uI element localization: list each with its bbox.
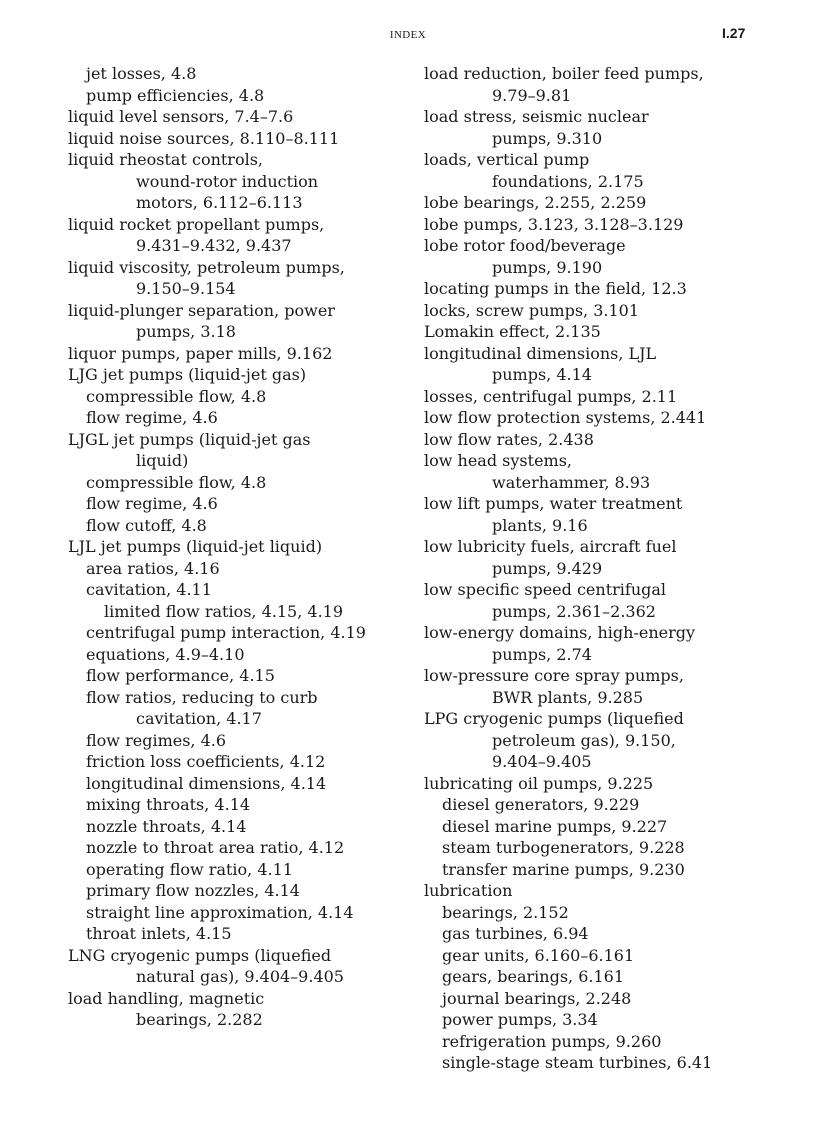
index-entry: Lomakin effect, 2.135 xyxy=(424,322,601,341)
index-subentry: flow regime, 4.6 xyxy=(86,408,218,427)
index-entry-continuation: pumps, 3.18 xyxy=(136,322,236,341)
index-subentry: limited flow ratios, 4.15, 4.19 xyxy=(104,601,344,621)
index-entry-continuation: BWR plants, 9.285 xyxy=(492,687,644,707)
index-subentry: jet losses, 4.8 xyxy=(86,64,197,83)
index-subentry: equations, 4.9–4.10 xyxy=(86,644,245,664)
index-entry: lubrication xyxy=(424,881,513,900)
index-subentry: gas turbines, 6.94 xyxy=(442,924,589,943)
index-entry-continuation: 9.79–9.81 xyxy=(492,85,572,105)
index-subentry: nozzle throats, 4.14 xyxy=(86,816,247,836)
index-subentry: single-stage steam turbines, 6.41 xyxy=(442,1053,713,1072)
index-entry: LJGL jet pumps (liquid-jet gas xyxy=(68,429,311,449)
index-subentry: steam turbogenerators, 9.228 xyxy=(442,838,685,857)
index-subentry: compressible flow, 4.8 xyxy=(86,386,267,406)
index-entry: liquor pumps, paper mills, 9.162 xyxy=(68,343,333,363)
index-subentry: throat inlets, 4.15 xyxy=(86,924,232,943)
index-entry: LJG jet pumps (liquid-jet gas) xyxy=(68,365,307,384)
index-entry: lobe rotor food/beverage xyxy=(424,236,626,255)
index-entry: liquid noise sources, 8.110–8.111 xyxy=(68,128,340,148)
index-subentry: flow performance, 4.15 xyxy=(86,666,275,685)
index-entry: lobe pumps, 3.123, 3.128–3.129 xyxy=(424,214,684,234)
index-column-right xyxy=(424,63,754,1074)
index-entry-continuation: pumps, 9.429 xyxy=(492,558,603,578)
index-subentry: diesel generators, 9.229 xyxy=(442,795,640,814)
index-entry: low head systems, xyxy=(424,451,572,470)
index-entry: low-energy domains, high-energy xyxy=(424,623,696,642)
index-entry: liquid viscosity, petroleum pumps, xyxy=(68,257,345,277)
index-entry: longitudinal dimensions, LJL xyxy=(424,343,657,363)
index-entry-continuation: 9.404–9.405 xyxy=(492,752,592,771)
index-entry-continuation: pumps, 4.14 xyxy=(492,365,592,384)
index-entry: load reduction, boiler feed pumps, xyxy=(424,64,704,83)
index-subentry: cavitation, 4.11 xyxy=(86,580,212,599)
index-entry-continuation: natural gas), 9.404–9.405 xyxy=(136,967,344,986)
index-entry: locating pumps in the field, 12.3 xyxy=(424,279,687,298)
index-subentry: operating flow ratio, 4.11 xyxy=(86,859,293,879)
index-entry: low specific speed centrifugal xyxy=(424,580,667,599)
index-entry: liquid level sensors, 7.4–7.6 xyxy=(68,107,294,126)
index-entry: load handling, magnetic xyxy=(68,988,265,1008)
running-header: INDEX xyxy=(389,29,427,41)
index-subentry: mixing throats, 4.14 xyxy=(86,795,251,814)
index-entry: liquid rocket propellant pumps, xyxy=(68,214,325,234)
index-subentry: centrifugal pump interaction, 4.19 xyxy=(86,623,366,642)
index-entry: low lift pumps, water treatment xyxy=(424,494,683,513)
index-entry-continuation: bearings, 2.282 xyxy=(136,1010,263,1029)
index-entry: liquid rheostat controls, xyxy=(68,150,263,169)
index-entry-continuation: 9.431–9.432, 9.437 xyxy=(136,236,292,255)
index-entry: lubricating oil pumps, 9.225 xyxy=(424,773,654,793)
index-subentry: compressible flow, 4.8 xyxy=(86,472,267,492)
index-entry-continuation: wound-rotor induction xyxy=(136,171,319,191)
index-subentry: flow ratios, reducing to curb xyxy=(86,687,318,707)
index-entry-continuation: cavitation, 4.17 xyxy=(136,709,262,728)
index-subentry: flow cutoff, 4.8 xyxy=(86,515,207,535)
index-subentry: friction loss coefficients, 4.12 xyxy=(86,752,326,771)
index-entry: loads, vertical pump xyxy=(424,150,590,169)
index-entry: lobe bearings, 2.255, 2.259 xyxy=(424,193,647,212)
index-entry: LPG cryogenic pumps (liquefied xyxy=(424,709,684,728)
index-subentry: flow regime, 4.6 xyxy=(86,494,218,513)
index-subentry: primary flow nozzles, 4.14 xyxy=(86,881,300,900)
index-subentry: nozzle to throat area ratio, 4.12 xyxy=(86,838,345,857)
index-entry-continuation: pumps, 9.190 xyxy=(492,257,603,277)
index-subentry: refrigeration pumps, 9.260 xyxy=(442,1031,662,1051)
index-entry-continuation: pumps, 2.361–2.362 xyxy=(492,601,656,621)
index-subentry: straight line approximation, 4.14 xyxy=(86,902,354,922)
index-entry: low flow rates, 2.438 xyxy=(424,429,594,449)
index-subentry: diesel marine pumps, 9.227 xyxy=(442,816,668,836)
index-entry: losses, centrifugal pumps, 2.11 xyxy=(424,386,678,406)
index-entry: low-pressure core spray pumps, xyxy=(424,666,684,685)
index-entry-continuation: motors, 6.112–6.113 xyxy=(136,193,303,212)
index-subentry: area ratios, 4.16 xyxy=(86,558,220,578)
index-entry-continuation: pumps, 2.74 xyxy=(492,644,592,664)
index-entry: load stress, seismic nuclear xyxy=(424,107,649,126)
index-subentry: journal bearings, 2.248 xyxy=(442,988,632,1008)
index-entry: locks, screw pumps, 3.101 xyxy=(424,300,640,320)
index-subentry: longitudinal dimensions, 4.14 xyxy=(86,773,327,793)
index-subentry: gear units, 6.160–6.161 xyxy=(442,945,635,965)
index-column-left xyxy=(68,63,408,1031)
index-entry: low flow protection systems, 2.441 xyxy=(424,408,707,427)
index-entry: low lubricity fuels, aircraft fuel xyxy=(424,537,677,556)
index-entry-continuation: waterhammer, 8.93 xyxy=(492,472,651,492)
index-entry-continuation: foundations, 2.175 xyxy=(492,171,644,191)
index-entry: liquid-plunger separation, power xyxy=(68,300,335,320)
index-entry-continuation: 9.150–9.154 xyxy=(136,279,236,298)
index-entry: LJL jet pumps (liquid-jet liquid) xyxy=(68,537,323,556)
page-number: I.27 xyxy=(722,25,746,41)
index-entry-continuation: liquid) xyxy=(136,451,189,470)
index-subentry: flow regimes, 4.6 xyxy=(86,730,227,750)
index-entry: LNG cryogenic pumps (liquefied xyxy=(68,945,332,965)
index-subentry: bearings, 2.152 xyxy=(442,902,569,922)
index-subentry: transfer marine pumps, 9.230 xyxy=(442,859,685,879)
index-subentry: pump efficiencies, 4.8 xyxy=(86,85,265,105)
index-entry-continuation: petroleum gas), 9.150, xyxy=(492,730,676,750)
index-entry-continuation: pumps, 9.310 xyxy=(492,128,603,148)
index-subentry: gears, bearings, 6.161 xyxy=(442,967,625,986)
index-subentry: power pumps, 3.34 xyxy=(442,1010,598,1029)
index-entry-continuation: plants, 9.16 xyxy=(492,515,588,535)
